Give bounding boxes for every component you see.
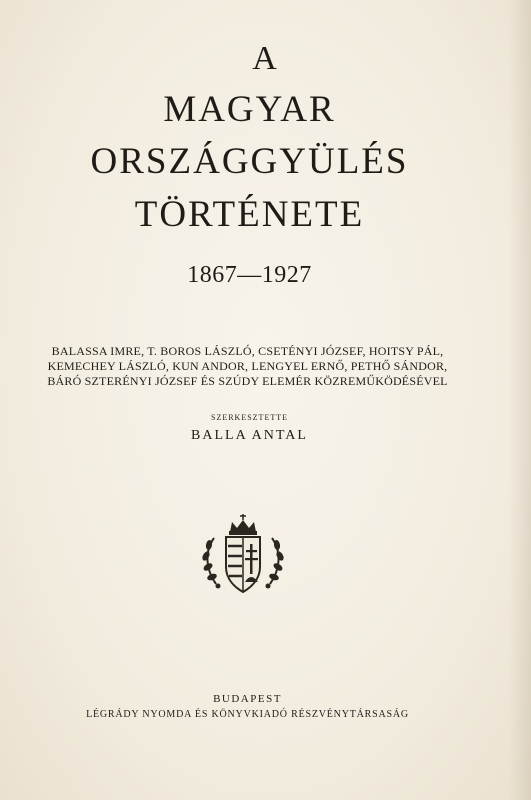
title-article: A [252,40,279,77]
title-line-2: ORSZÁGGYÜLÉS [90,141,409,182]
imprint-place: BUDAPEST [213,693,282,705]
imprint-publisher: LÉGRÁDY NYOMDA ÉS KÖNYVKIADÓ RÉSZVÉNYTÁRSASÁG [86,709,409,720]
editor-name: BALLA ANTAL [191,428,308,443]
editor-label: SZERKESZTETTE [211,413,288,422]
title-line-3: TÖRTÉNETE [134,194,365,235]
title-line-1: MAGYAR [163,89,336,130]
hungarian-coat-of-arms-icon [198,512,288,600]
contributors-line-1: BALASSA IMRE, T. BOROS LÁSZLÓ, CSETÉNYI JÓZSEF, HOITSY PÁL, [51,344,444,358]
contributors-line-3: BÁRÓ SZTERÉNYI JÓZSEF ÉS SZÚDY ELEMÉR KÖZREMŰKÖDÉSÉVEL [47,374,448,388]
year-range: 1867—1927 [187,262,312,288]
contributors-line-2: KEMECHEY LÁSZLÓ, KUN ANDOR, LENGYEL ERNŐ, PETHŐ SÁNDOR, [47,359,448,373]
contributors [0,344,513,389]
